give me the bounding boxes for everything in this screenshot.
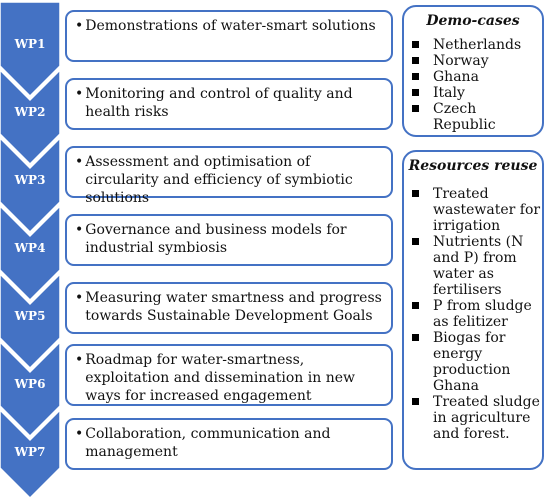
bullet-glyph: • bbox=[75, 86, 84, 102]
bullet-glyph: • bbox=[75, 222, 84, 238]
wp2-box bbox=[65, 78, 393, 130]
demo-cases-title: Demo-cases bbox=[426, 13, 520, 29]
wp6-box bbox=[65, 344, 393, 406]
resources-reuse-title: Resources reuse bbox=[408, 158, 538, 174]
bullet-glyph: • bbox=[75, 426, 84, 442]
wp6-label: WP6 bbox=[14, 377, 46, 391]
demo-case-item: Italy bbox=[404, 85, 542, 101]
resource-item: Treated wastewater for irrigation bbox=[404, 186, 542, 234]
wp7-label: WP7 bbox=[14, 445, 46, 459]
wp3-text: Assessment and optimisation of circularity and efficiency of symbiotic solutions bbox=[85, 154, 353, 206]
wp2-label: WP2 bbox=[14, 105, 46, 119]
wp7-box bbox=[65, 418, 393, 470]
wp6-text: Roadmap for water-smartness, exploitation and dissemination in new ways for increased engagement bbox=[85, 352, 355, 404]
resource-item: Nutrients (N and P) from water as fertilisers bbox=[404, 234, 542, 298]
resource-item: Biogas for energy production Ghana bbox=[404, 330, 542, 394]
demo-cases-box bbox=[402, 5, 544, 137]
demo-case-item: Netherlands bbox=[404, 37, 542, 53]
wp3-box bbox=[65, 146, 393, 206]
wp1-label: WP1 bbox=[14, 37, 46, 51]
resources-reuse-box bbox=[402, 150, 544, 470]
demo-cases-list bbox=[404, 37, 542, 133]
wp5-box bbox=[65, 282, 393, 334]
resources-reuse-list bbox=[404, 186, 542, 442]
wp4-label: WP4 bbox=[14, 241, 46, 255]
resource-item: Treated sludge in agriculture and forest. bbox=[404, 394, 542, 442]
wp5-text: Measuring water smartness and progress towards Sustainable Development Goals bbox=[85, 290, 382, 324]
wp3-label: WP3 bbox=[14, 173, 46, 187]
wp7-text: Collaboration, communication and management bbox=[85, 426, 331, 460]
wp2-text: Monitoring and control of quality and health risks bbox=[85, 86, 353, 120]
bullet-glyph: • bbox=[75, 290, 84, 306]
wp4-text: Governance and business models for industrial symbiosis bbox=[85, 222, 347, 256]
demo-case-item: Ghana bbox=[404, 69, 542, 85]
wp1-box bbox=[65, 10, 393, 62]
bullet-glyph: • bbox=[75, 18, 84, 34]
demo-case-item: Norway bbox=[404, 53, 542, 69]
resource-item: P from sludge as felitizer bbox=[404, 298, 542, 330]
bullet-glyph: • bbox=[75, 352, 84, 368]
wp5-label: WP5 bbox=[14, 309, 46, 323]
wp4-box bbox=[65, 214, 393, 266]
bullet-glyph: • bbox=[75, 154, 84, 170]
demo-case-item: Czech Republic bbox=[404, 101, 542, 133]
wp1-text: Demonstrations of water-smart solutions bbox=[85, 18, 376, 34]
